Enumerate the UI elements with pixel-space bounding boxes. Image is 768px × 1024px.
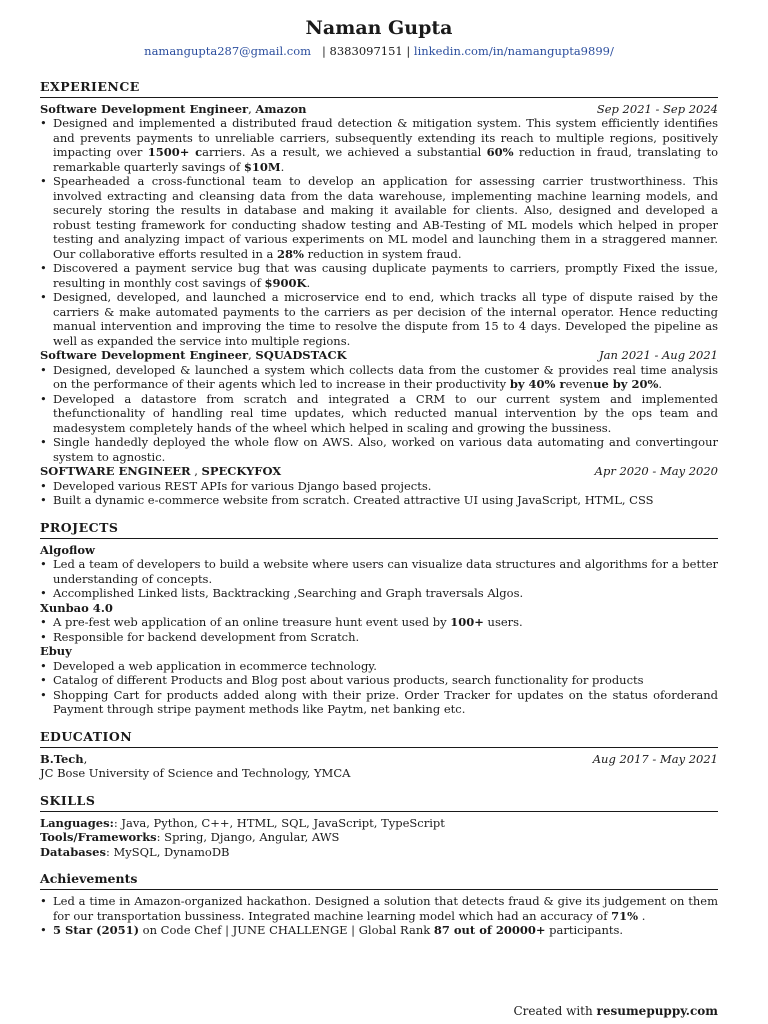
candidate-name: Naman Gupta — [305, 17, 453, 39]
job-header — [40, 348, 718, 363]
bullet-item — [40, 174, 718, 261]
job-bullets — [40, 479, 718, 508]
bullet-item — [40, 894, 718, 923]
job-title: Software Development Engineer, SQUADSTACK — [40, 348, 347, 362]
footer-brand-link[interactable]: resumepuppy.com — [596, 1004, 718, 1018]
bullet-item — [40, 493, 718, 508]
section-title-education: EDUCATION — [40, 728, 133, 744]
section-title-skills: SKILLS — [40, 792, 96, 808]
bullet-item — [40, 290, 718, 348]
project-bullets — [40, 615, 718, 644]
job-title: SOFTWARE ENGINEER , SPECKYFOX — [40, 464, 282, 478]
bullet-text: Developed a datastore from scratch and integrated a CRM to our current system and implemented thefunctionality of handling real time updates, which reducted manual intervention by the ops team and madesystem completely hands of the wheel which helped in scaling and growing the bussiness. — [53, 391, 718, 435]
bold-text: 60% — [486, 145, 514, 159]
bold-text: $10M — [243, 159, 281, 174]
skill-line — [40, 830, 718, 845]
bullet-text: . — [638, 908, 646, 923]
bold-text: by 40% r — [509, 377, 566, 391]
footer-credit: Created with resumepuppy.com — [513, 1004, 718, 1018]
bold-text: 28% — [277, 246, 304, 261]
bullet-item — [40, 363, 718, 392]
bold-text: ue by 20% — [593, 377, 659, 391]
bullet-item — [40, 116, 718, 174]
resume-page — [40, 16, 718, 938]
bullet-text: Shopping Cart for products added along with their prize. Order Tracker for updates on the status oforderand Payment through stripe payment methods like Paytm, net banking etc. — [53, 687, 718, 716]
job-date: Sep 2021 - Sep 2024 — [596, 101, 718, 116]
bold-text: 71% — [611, 908, 639, 923]
bullet-text: on Code Chef | JUNE CHALLENGE | Global Rank — [139, 923, 434, 937]
bullet-text: . — [658, 377, 663, 391]
section-title-achievements: Achievements — [40, 871, 138, 886]
section-divider — [40, 747, 718, 748]
project-name: Algoflow — [40, 542, 95, 557]
bullet-text: Discovered a payment service bug that was causing duplicate payments to carriers, promptly Fixed the issue, resulting in monthly cost savings of — [53, 261, 718, 290]
section-title-experience: EXPERIENCE — [40, 78, 140, 94]
contact-line — [40, 44, 718, 59]
skill-value: : Spring, Django, Angular, AWS — [156, 830, 340, 844]
section-divider — [40, 97, 718, 98]
bold-text: $900K — [264, 275, 307, 290]
bullet-text: Led a team of developers to build a website where users can visualize data structures and algorithms for a better understanding of concepts. — [53, 557, 718, 586]
job-date: Jan 2021 - Aug 2021 — [599, 348, 718, 362]
job-header — [40, 102, 718, 117]
bullet-text: Responsible for backend development from Scratch. — [53, 629, 360, 644]
project-list — [40, 543, 718, 717]
skill-label: Languages: — [40, 815, 114, 830]
education-date: Aug 2017 - May 2021 — [592, 751, 718, 766]
bullet-text: Designed, developed, and launched a microservice end to end, which tracks all type of dispute raised by the carriers & make automated payments to the carriers as per decision of the internal operator. Hence reducting manual intervention and improving the time to resolve the dispute from 15 to 4 days. Developed the pipeline as well as expanded the service into multiple regions. — [53, 290, 718, 348]
company-name: Amazon — [255, 101, 307, 116]
bullet-item — [40, 392, 718, 436]
bullet-item — [40, 615, 718, 630]
phone-number: 8383097151 — [329, 44, 403, 58]
email-link[interactable]: namangupta287@gmail.com — [144, 44, 312, 58]
section-divider — [40, 889, 718, 890]
section-divider — [40, 811, 718, 812]
skill-label: Databases — [40, 844, 106, 859]
bullet-text: Developed various REST APIs for various Django based projects. — [53, 478, 432, 493]
degree: B.Tech, — [40, 751, 88, 766]
job-bullets — [40, 363, 718, 465]
bullet-text: . — [280, 159, 285, 174]
bullet-item — [40, 586, 718, 601]
skills-list — [40, 816, 718, 860]
bullet-text: Single handedly deployed the whole flow on AWS. Also, worked on various data automating and convertingour system to agnostic. — [53, 435, 718, 464]
bullet-text: Catalog of different Products and Blog post about various products, search functionality for products — [53, 673, 644, 687]
contact-separator: | — [322, 44, 326, 58]
company-name: SPECKYFOX — [201, 464, 282, 478]
section-title-projects: PROJECTS — [40, 519, 119, 535]
bullet-item — [40, 673, 718, 688]
project-bullets — [40, 659, 718, 717]
skill-line — [40, 845, 718, 860]
job-header — [40, 464, 718, 479]
bullet-text: arriers. As a result, we achieved a substantial — [202, 145, 487, 159]
bullet-text: reduction in fraud, translating to remarkable quarterly savings of — [53, 145, 719, 174]
achievement-list — [40, 894, 718, 938]
bullet-item — [40, 435, 718, 464]
bullet-item — [40, 630, 718, 645]
bold-text: 87 out of 20000+ — [433, 923, 546, 937]
bullet-text: reduction in system fraud. — [303, 246, 462, 261]
bold-text: 100+ — [450, 615, 484, 629]
job-bullets — [40, 116, 718, 348]
project-bullets — [40, 557, 718, 601]
experience-list — [40, 102, 718, 508]
skill-label: Tools/Frameworks — [40, 830, 157, 844]
project-name: Ebuy — [40, 644, 72, 658]
school-name: JC Bose University of Science and Technology, YMCA — [40, 766, 351, 780]
bullet-item — [40, 923, 718, 938]
skill-value: : Java, Python, C++, HTML, SQL, JavaScript, TypeScript — [113, 815, 445, 830]
linkedin-link[interactable]: linkedin.com/in/namangupta9899/ — [413, 44, 614, 58]
bullet-text: . — [306, 275, 311, 290]
bold-text: 1500+ c — [147, 145, 203, 159]
bullet-text: Developed a web application in ecommerce technology. — [53, 658, 377, 673]
contact-separator: | — [406, 44, 411, 58]
bullet-text: Designed and implemented a distributed fraud detection & mitigation system. This system efficiently identifies and prevents payments to unreliable carriers, subsequently extending its reach to multiple regions, positively impacting over — [53, 116, 718, 159]
bullet-item — [40, 479, 718, 494]
bullet-text: users. — [483, 615, 523, 629]
bullet-item — [40, 557, 718, 586]
project-name: Xunbao 4.0 — [40, 600, 113, 615]
job-title: Software Development Engineer, Amazon — [40, 101, 307, 116]
section-divider — [40, 538, 718, 539]
company-name: SQUADSTACK — [255, 348, 347, 362]
bullet-item — [40, 261, 718, 290]
bullet-text: Spearheaded a cross-functional team to develop an application for assessing carrier trustworthiness. This involved extracting and cleansing data from the data warehouse, implementing machine learning models, and securely storing the results in database and making it available for clients. Also, designed and developed a robust testing framework for conducting shadow testing and AB-Testing of ML models which helped in proper testing and analyzing impact of various experiments on ML model and launching them in a straggered manner. Our collaborative efforts resulted in a — [53, 174, 718, 261]
bullet-text: Led a time in Amazon-organized hackathon. Designed a solution that detects fraud & give its judgement on them for our transportation bussiness. Integrated machine learning model which had an accuracy of — [53, 894, 718, 923]
education-entry — [40, 752, 718, 767]
skill-value: : MySQL, DynamoDB — [105, 844, 230, 859]
bullet-text: Built a dynamic e-commerce website from scratch. Created attractive UI using JavaScript, HTML, CSS — [53, 493, 654, 507]
bullet-text: Designed, developed & launched a system which collects data from the customer & provides real time analysis on the performance of their agents which led to increase in their productivity — [53, 362, 718, 391]
bold-text: 5 Star (2051) — [53, 923, 140, 937]
bullet-text: participants. — [545, 923, 624, 937]
bullet-text: Accomplished Linked lists, Backtracking ,Searching and Graph traversals Algos. — [53, 586, 524, 600]
bullet-item — [40, 688, 718, 717]
job-date: Apr 2020 - May 2020 — [594, 464, 718, 478]
bullet-item — [40, 659, 718, 674]
bullet-text: even — [565, 377, 594, 391]
bullet-text: A pre-fest web application of an online treasure hunt event used by — [53, 615, 451, 629]
skill-line — [40, 816, 718, 831]
